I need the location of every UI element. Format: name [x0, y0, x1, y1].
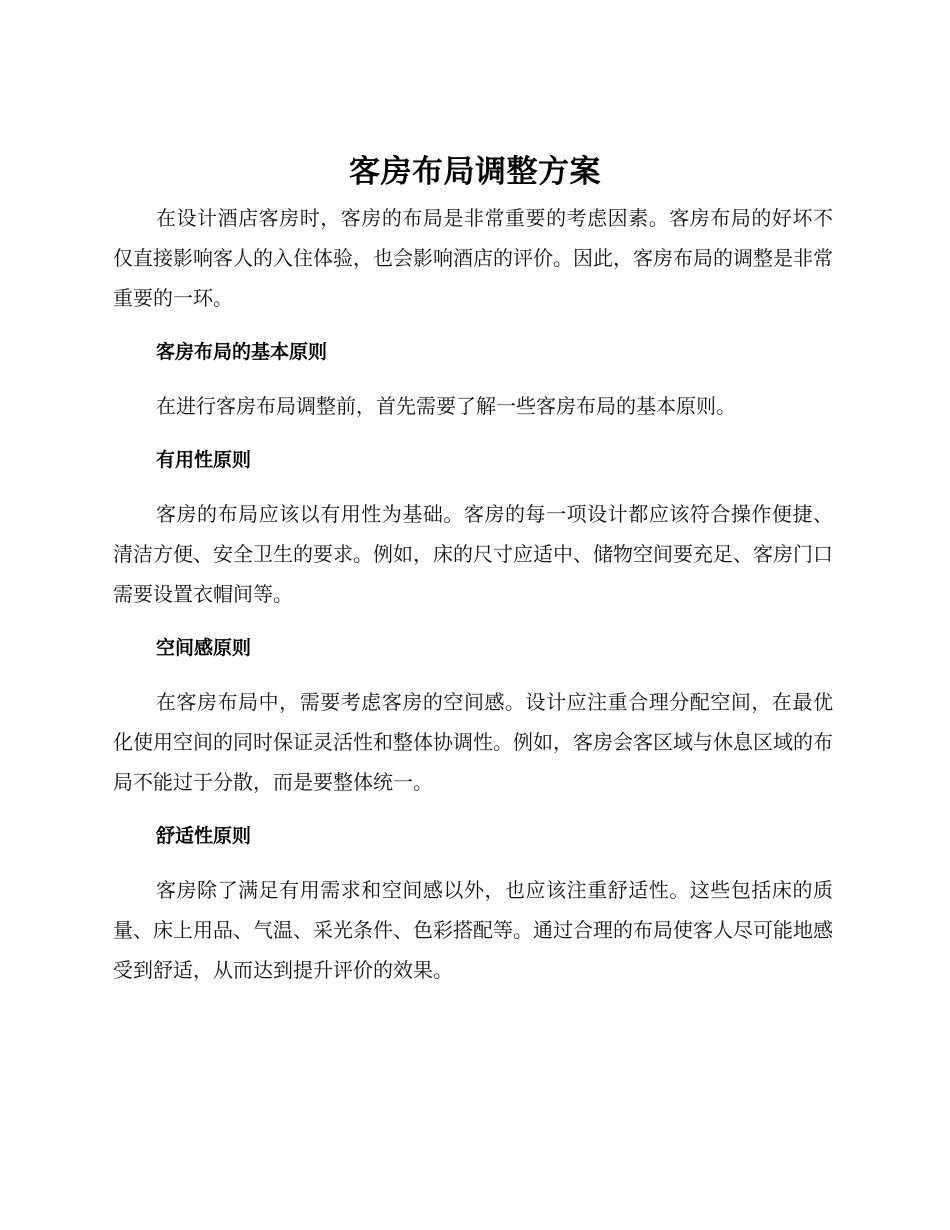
section-heading-spaciousness: 空间感原则 [156, 637, 252, 659]
section-body-usefulness: 客房的布局应该以有用性为基础。客房的每一项设计都应该符合操作便捷、清洁方便、安全卫生的要求。例如，床的尺寸应适中、储物空间要充足、客房门口需要设置衣帽间等。 [113, 502, 833, 606]
document-body [113, 198, 833, 990]
section-body-spaciousness: 在客房布局中，需要考虑客房的空间感。设计应注重合理分配空间，在最优化使用空间的同时保证灵活性和整体协调性。例如，客房会客区域与休息区域的布局不能过于分散，而是要整体统一。 [113, 690, 833, 794]
section-heading-usefulness: 有用性原则 [156, 449, 252, 471]
spacer [113, 802, 833, 816]
section-body-comfort: 客房除了满足有用需求和空间感以外，也应该注重舒适性。这些包括床的质量、床上用品、气温、采光条件、色彩搭配等。通过合理的布局使客人尽可能地感受到舒适，从而达到提升评价的效果。 [113, 878, 833, 982]
spacer [113, 318, 833, 332]
spacer [113, 426, 833, 440]
spacer [113, 668, 833, 682]
section-heading-comfort: 舒适性原则 [156, 825, 252, 847]
section-body-basic-principles: 在进行客房布局调整前，首先需要了解一些客房布局的基本原则。 [156, 394, 736, 418]
spacer [113, 614, 833, 628]
spacer [113, 480, 833, 494]
spacer [113, 856, 833, 870]
section-heading-basic-principles: 客房布局的基本原则 [156, 341, 328, 363]
document-title: 客房布局调整方案 [349, 154, 601, 190]
intro-paragraph: 在设计酒店客房时，客房的布局是非常重要的考虑因素。客房布局的好坏不仅直接影响客人的入住体验，也会影响酒店的评价。因此，客房布局的调整是非常重要的一环。 [113, 206, 833, 310]
spacer [113, 372, 833, 386]
